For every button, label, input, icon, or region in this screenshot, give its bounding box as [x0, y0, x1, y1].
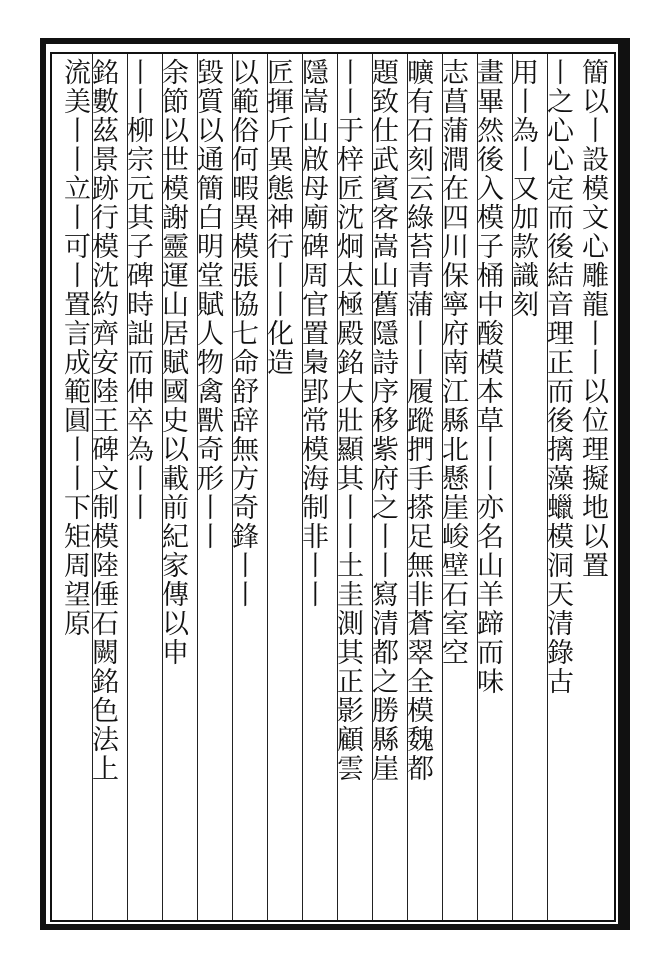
text-column-16: 流美丨丨立丨可丨置言成範圓丨丨下矩周望原 — [59, 58, 90, 638]
text-column-11: 以範俗何暇異模張協七命舒辞無方奇鋒丨丨 — [227, 58, 258, 609]
text-column-5: 志菖蒲澗在四川保寧府南江縣北懸崖峻壁石室空 — [437, 58, 468, 667]
text-column-9: 隱嵩山啟母廟碑周官置梟郢常模海制非丨丨 — [297, 58, 328, 609]
text-column-15: 銘數茲景跡行模沈約齊安陸王碑文制模陸倕石闕銘色法上 — [87, 58, 118, 783]
text-column-8: 丨丨于梓匠沈炯太極殿銘大壯顯其丨丨土圭測其正影顧雲 — [332, 58, 363, 783]
text-column-2: 丨之心心定而後結音理正而後摛藻蠟模洞天清錄古 — [542, 58, 573, 696]
text-column-7: 題致仕武賓客嵩山舊隱詩序移紫府之丨丨寫清都之勝縣崖 — [367, 58, 398, 783]
text-column-4: 畫畢然後入模子桶中酸模本草丨丨亦名山羊蹄而味 — [472, 58, 503, 696]
text-column-1: 簡以丨設模文心雕龍丨丨以位理擬地以置 — [577, 58, 608, 580]
text-column-3: 用丨為丨又加款識刻 — [507, 58, 538, 319]
page-spine — [624, 38, 630, 930]
text-column-13: 余節以世模謝靈運山居賦國史以載前紀家傳以申 — [157, 58, 188, 667]
text-column-12: 毀質以通簡白明堂賦人物禽獸奇形丨丨 — [192, 58, 223, 551]
text-column-6: 曠有石刻云綠苔青蒲丨丨履蹤捫手搽足無非蒼翠全模魏都 — [402, 58, 433, 783]
text-column-10: 匠揮斤異態神行丨丨化造 — [262, 58, 293, 377]
text-column-14: 丨丨柳宗元其子碑時詘而伸卒為丨丨 — [122, 58, 153, 522]
